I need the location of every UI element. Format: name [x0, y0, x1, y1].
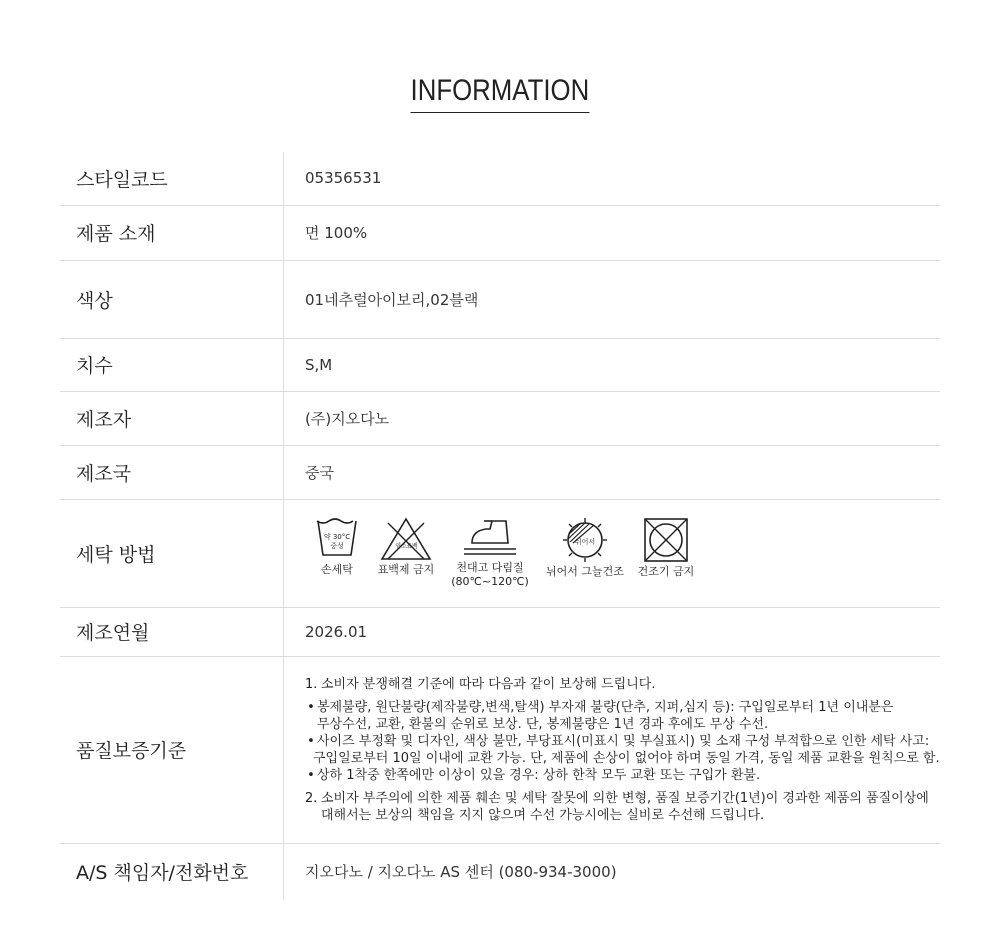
style-code-value: 05356531 — [284, 152, 941, 205]
care-label — [451, 561, 529, 589]
row-label: 색상 — [60, 260, 284, 338]
care-item — [443, 517, 537, 589]
bullet: • — [307, 733, 315, 749]
row-label: 스타일코드 — [60, 152, 284, 205]
care-label: 표백제 금지 — [377, 563, 435, 576]
row-label: 제품 소재 — [60, 205, 284, 260]
bullet-item — [305, 733, 940, 767]
bullet-line: 상하 1착중 한쪽에만 이상이 있을 경우: 상하 한착 모두 교환 또는 구입가 환불. — [317, 767, 761, 783]
care-item — [537, 517, 633, 579]
row-label: 제조자 — [60, 391, 284, 445]
table-row — [60, 843, 940, 900]
bullet: • — [307, 699, 315, 715]
list-item — [305, 676, 940, 693]
care-icons — [305, 517, 940, 589]
no-tumble-dry-icon — [643, 517, 689, 563]
iron-with-cloth-icon — [462, 517, 518, 557]
care-item — [633, 517, 699, 579]
row-label: 세탁 방법 — [60, 499, 284, 607]
flat-dry-text: 뉘어서 — [574, 538, 596, 546]
item-text: 소비자 분쟁해결 기준에 따라 다음과 같이 보상해 드립니다. — [321, 676, 656, 692]
care-label: 손세탁 — [321, 563, 353, 576]
item-number: 1. — [305, 676, 318, 692]
bullet-line: 봉제불량, 원단불량(제작불량,변색,탈색) 부자재 불량(단추, 지퍼,심지 등): 구입일로부터 1년 이내분은 — [317, 699, 894, 715]
bleach-text: 표백 — [406, 543, 418, 550]
table-row — [60, 205, 940, 260]
row-label: 품질보증기준 — [60, 656, 284, 843]
country-value: 중국 — [284, 445, 941, 499]
care-label-line: 천대고 다림질 — [456, 561, 524, 574]
title-wrap — [0, 72, 1000, 113]
bullet-line: 구입일로부터 10일 이내에 교환 가능. 단, 제품에 손상이 없어야 하며 동일 가격, 동일 제품 교환을 원칙으로 함. — [313, 750, 940, 766]
item-line: 대해서는 보상의 책임을 지지 않으며 수선 가능시에는 실비로 수선해 드립니다. — [321, 807, 765, 823]
quality-guarantee — [305, 676, 940, 824]
color-value: 01네추럴아이보리,02블랙 — [284, 260, 941, 338]
table-row — [60, 499, 940, 607]
table-row — [60, 607, 940, 656]
maker-value: (주)지오다노 — [284, 391, 941, 445]
hand-wash-temp: 약 30°C — [323, 533, 351, 541]
bullet: • — [307, 767, 315, 783]
bullet-item — [305, 699, 940, 733]
list-item — [305, 790, 940, 824]
bleach-chlorine: 염소 — [395, 543, 407, 550]
flat-dry-shade-icon — [562, 517, 608, 563]
table-row — [60, 260, 940, 338]
item-line: 소비자 부주의에 의한 제품 훼손 및 세탁 잘못에 의한 변형, 품질 보증기간(1년)이 경과한 제품의 품질이상에 — [321, 790, 929, 806]
washing-icons-cell — [284, 499, 941, 607]
material-value: 면 100% — [284, 205, 941, 260]
row-label: 제조연월 — [60, 607, 284, 656]
table-row — [60, 656, 940, 843]
care-label: 뉘어서 그늘건조 — [546, 565, 624, 578]
bullet-line: 무상수선, 교환, 환불의 순위로 보상. 단, 봉제불량은 1년 경과 후에도 무상 수선. — [317, 716, 769, 732]
quality-text — [284, 656, 941, 843]
page-title: INFORMATION — [411, 72, 590, 113]
care-item — [369, 517, 443, 577]
row-label: 제조국 — [60, 445, 284, 499]
hand-wash-icon — [315, 517, 359, 557]
row-label: 치수 — [60, 338, 284, 391]
mfg-date-value: 2026.01 — [284, 607, 941, 656]
table-row — [60, 338, 940, 391]
table-row — [60, 152, 940, 205]
product-info-table — [60, 152, 940, 900]
table-row — [60, 391, 940, 445]
care-item — [305, 517, 369, 577]
care-label-line: (80℃~120℃) — [451, 575, 529, 588]
as-contact-value: 지오다노 / 지오다노 AS 센터 (080-934-3000) — [305, 863, 617, 882]
bullet-line: 사이즈 부정확 및 디자인, 색상 불만, 부당표시(미표시 및 부실표시) 및 소재 구성 부적합으로 인한 세탁 사고: — [317, 733, 930, 749]
care-label: 건조기 금지 — [637, 565, 695, 578]
table-row — [60, 445, 940, 499]
bullet-item — [305, 767, 940, 784]
item-number: 2. — [305, 790, 318, 806]
no-bleach-icon — [380, 517, 432, 561]
size-value: S,M — [284, 338, 941, 391]
row-label: A/S 책임자/전화번호 — [60, 843, 284, 900]
hand-wash-neutral: 중성 — [330, 542, 344, 550]
